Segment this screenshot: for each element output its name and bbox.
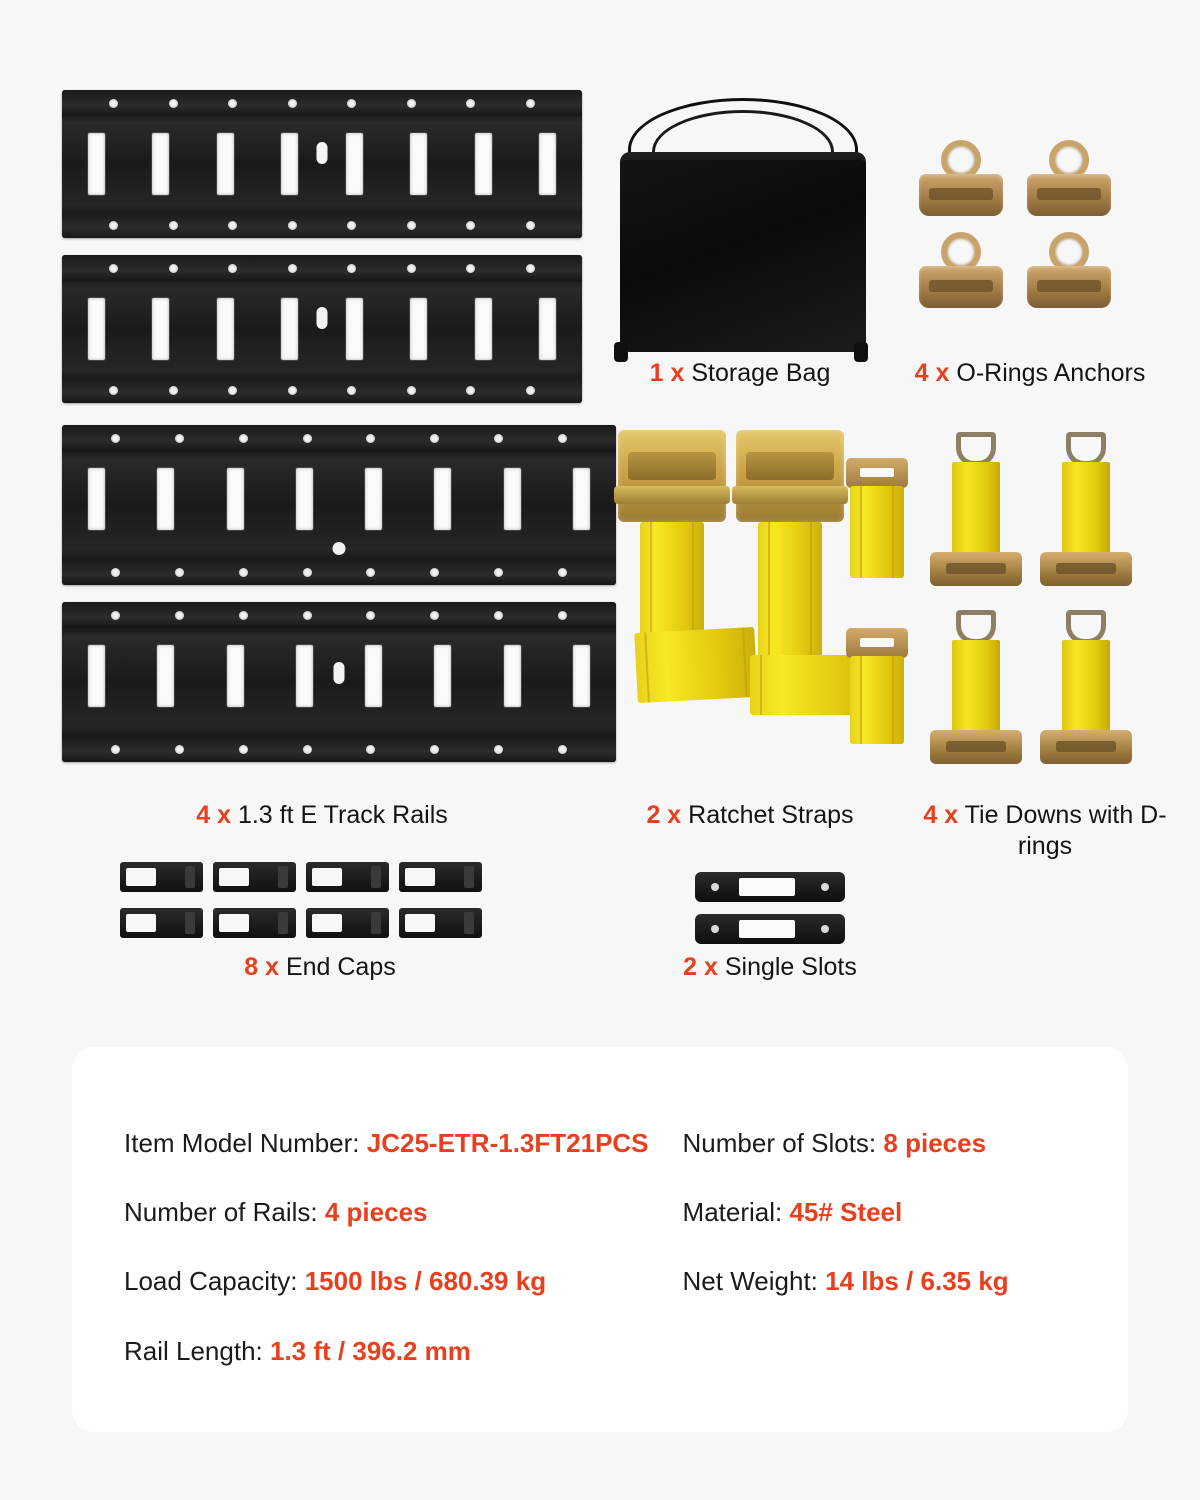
rail-hole [288, 386, 297, 395]
rail-hole [288, 264, 297, 273]
spec-value: JC25-ETR-1.3FT21PCS [366, 1128, 649, 1158]
ratchet-straps-image [600, 430, 900, 790]
d-ring [956, 610, 996, 644]
ratchet-straps-qty: 2 x [646, 801, 682, 829]
rail-slot [88, 468, 105, 530]
rail-hole [494, 611, 503, 620]
rail-slot [573, 645, 590, 707]
spec-label: Material: [682, 1197, 783, 1228]
ratchet-mechanism [736, 430, 844, 522]
rail-slot [539, 133, 556, 195]
anchor-base [919, 174, 1003, 216]
d-ring [1066, 610, 1106, 644]
rail-slot [152, 298, 169, 360]
rail-hole [494, 568, 503, 577]
rail-hole [303, 434, 312, 443]
tie-down-webbing [1062, 462, 1110, 558]
rail-top-holes [62, 425, 616, 451]
spec-label: Rail Length: [124, 1335, 263, 1366]
rail-slot-row [88, 459, 590, 539]
storage-bag-image [598, 90, 888, 360]
rail-hole [239, 745, 248, 754]
fitting-slot [860, 638, 894, 647]
spec-value: 4 pieces [324, 1197, 428, 1228]
rail-slot [281, 298, 298, 360]
rail-hole [109, 99, 118, 108]
anchor-base [1027, 174, 1111, 216]
rail-hole [526, 386, 535, 395]
spec-value: 45# Steel [789, 1197, 903, 1228]
rail-center-hole [317, 307, 328, 329]
spec-item-number-of-rails [124, 1178, 649, 1247]
rail-hole [347, 221, 356, 230]
rail-bottom-holes [62, 212, 582, 238]
spec-label: Load Capacity: [124, 1266, 298, 1297]
rail-hole [175, 434, 184, 443]
rail-slot [346, 133, 363, 195]
rail-top-holes [62, 90, 582, 116]
rail-top-holes [62, 602, 616, 628]
rail-slot [88, 645, 105, 707]
tie-down [930, 610, 1022, 770]
rail-item [62, 255, 582, 403]
rail-slot [365, 468, 382, 530]
slot-hole [821, 883, 829, 891]
spec-item-rail-length [124, 1317, 649, 1386]
rail-hole [109, 386, 118, 395]
rail-hole [526, 221, 535, 230]
slot-hole [711, 883, 719, 891]
strap-webbing [850, 486, 904, 578]
o-ring-anchor [917, 140, 1005, 228]
rail-hole [169, 99, 178, 108]
rail-slot [227, 645, 244, 707]
bag-body [620, 160, 866, 352]
rail-hole [466, 386, 475, 395]
spec-value: 8 pieces [883, 1128, 987, 1158]
rail-hole [111, 611, 120, 620]
spec-label: Number of Rails: [124, 1197, 318, 1228]
spec-item-material [683, 1178, 1076, 1247]
storage-bag-label: Storage Bag [691, 359, 831, 387]
rail-hole [526, 99, 535, 108]
rail-hole [288, 221, 297, 230]
tie-down-fitting [930, 552, 1022, 586]
rail-slot [217, 298, 234, 360]
end-cap [120, 908, 203, 938]
spec-label: Number of Slots: [682, 1128, 877, 1158]
rail-bottom-holes [62, 377, 582, 403]
rail-slot [504, 468, 521, 530]
rail-hole [228, 221, 237, 230]
rail-slot [365, 645, 382, 707]
rail-hole [239, 568, 248, 577]
tie-down-fitting [1040, 730, 1132, 764]
rail-hole [558, 434, 567, 443]
rail-slot [152, 133, 169, 195]
rail-hole [407, 99, 416, 108]
end-caps-image [120, 862, 520, 950]
slot-hole [821, 925, 829, 933]
d-ring [956, 432, 996, 466]
fitting-slot [860, 468, 894, 477]
end-cap [213, 908, 296, 938]
rail-slot [410, 133, 427, 195]
tie-down-webbing [952, 462, 1000, 558]
tie-downs-qty: 4 x [923, 801, 959, 829]
rail-slot [504, 645, 521, 707]
rail-hole [303, 611, 312, 620]
storage-bag-qty: 1 x [649, 359, 685, 387]
rail-slot [573, 468, 590, 530]
rail-hole [347, 264, 356, 273]
end-cap [399, 908, 482, 938]
rail-hole [407, 221, 416, 230]
spec-value: 1500 lbs / 680.39 kg [304, 1266, 547, 1297]
o-ring-anchor [1025, 232, 1113, 320]
slot-window [739, 878, 795, 896]
rail-top-holes [62, 255, 582, 281]
strap-webbing [850, 656, 904, 744]
spec-value: 1.3 ft / 396.2 mm [270, 1335, 471, 1366]
rail-slot [157, 645, 174, 707]
rail-slot [157, 468, 174, 530]
tie-down-fitting [930, 730, 1022, 764]
rail-slot-row [88, 124, 556, 204]
rail-hole [175, 568, 184, 577]
spec-value: 14 lbs / 6.35 kg [825, 1266, 1009, 1297]
end-cap [120, 862, 203, 892]
rail-hole [239, 611, 248, 620]
rail-slot [410, 298, 427, 360]
single-slot [695, 914, 845, 944]
rail-hole [288, 99, 297, 108]
rail-hole [175, 745, 184, 754]
rail-hole [466, 264, 475, 273]
rail-hole [303, 745, 312, 754]
rail-hole [366, 745, 375, 754]
tie-downs-label: Tie Downs with D-rings [964, 801, 1167, 861]
rail-hole [239, 434, 248, 443]
end-cap [306, 862, 389, 892]
rail-slot [88, 133, 105, 195]
single-slots-caption [660, 952, 880, 983]
rail-slot [281, 133, 298, 195]
rail-hole [347, 99, 356, 108]
rail-hole [558, 745, 567, 754]
o-ring-anchors-image [905, 140, 1135, 340]
strap-end-fitting [846, 628, 908, 658]
rail-hole [169, 264, 178, 273]
spec-item-empty [683, 1317, 1076, 1386]
storage-bag-caption [590, 358, 890, 389]
rail-hole [111, 745, 120, 754]
strap-webbing [634, 627, 757, 703]
spec-item-net-weight [683, 1247, 1076, 1316]
rail-hole [366, 611, 375, 620]
tie-downs-image [930, 432, 1150, 792]
ratchet-handle [614, 486, 730, 504]
rail-item [62, 425, 616, 585]
tie-down-fitting [1040, 552, 1132, 586]
rail-slot [296, 645, 313, 707]
spec-item-model-number [124, 1109, 649, 1178]
anchor-base [1027, 266, 1111, 308]
rail-hole [347, 386, 356, 395]
strap-end-fitting [846, 458, 908, 488]
rail-hole [430, 568, 439, 577]
rail-slot [88, 298, 105, 360]
specifications-grid [124, 1109, 1076, 1386]
ratchet-straps-caption [600, 800, 900, 831]
end-caps-qty: 8 x [244, 953, 279, 981]
tie-down-webbing [952, 640, 1000, 736]
rail-center-hole [317, 142, 328, 164]
tie-down [930, 432, 1022, 592]
rails-label: 1.3 ft E Track Rails [237, 801, 448, 829]
rail-slot [434, 468, 451, 530]
end-cap [306, 908, 389, 938]
rail-hole [109, 221, 118, 230]
rail-hole [111, 568, 120, 577]
rail-hole [228, 99, 237, 108]
o-ring-anchor [917, 232, 1005, 320]
rail-hole [303, 568, 312, 577]
rail-hole [111, 434, 120, 443]
single-slots-label: Single Slots [724, 953, 857, 981]
rail-hole [558, 568, 567, 577]
single-slots-qty: 2 x [683, 953, 718, 981]
o-ring-anchor [1025, 140, 1113, 228]
spec-label: Net Weight: [682, 1266, 818, 1297]
o-rings-qty: 4 x [914, 359, 950, 387]
rail-hole [430, 745, 439, 754]
ratchet-handle [732, 486, 848, 504]
rail-slot [434, 645, 451, 707]
end-cap [399, 862, 482, 892]
rail-hole [407, 264, 416, 273]
end-caps-label: End Caps [285, 953, 396, 981]
rail-hole [175, 611, 184, 620]
rail-hole [407, 386, 416, 395]
rail-slot [475, 298, 492, 360]
d-ring [1066, 432, 1106, 466]
spec-item-number-of-slots [683, 1109, 1076, 1178]
rail-hole [526, 264, 535, 273]
rail-slot [227, 468, 244, 530]
rail-hole [466, 99, 475, 108]
rail-center-hole [333, 542, 346, 555]
rail-slot-row [88, 289, 556, 369]
ratchet-straps-label: Ratchet Straps [688, 801, 854, 829]
single-slot [695, 872, 845, 902]
rail-hole [430, 434, 439, 443]
spec-item-load-capacity [124, 1247, 649, 1316]
single-slots-image [695, 872, 845, 948]
rail-slot [296, 468, 313, 530]
rail-bottom-holes [62, 559, 616, 585]
rail-hole [169, 386, 178, 395]
rail-hole [466, 221, 475, 230]
slot-hole [711, 925, 719, 933]
rail-item [62, 602, 616, 762]
rail-hole [494, 745, 503, 754]
ratchet-mechanism [618, 430, 726, 522]
end-caps-caption [120, 952, 520, 983]
rail-hole [366, 568, 375, 577]
rail-bottom-holes [62, 736, 616, 762]
rails-qty: 4 x [196, 801, 231, 829]
tie-down-webbing [1062, 640, 1110, 736]
o-rings-label: O-Rings Anchors [956, 359, 1146, 387]
anchor-base [919, 266, 1003, 308]
rail-hole [228, 264, 237, 273]
rail-slot [217, 133, 234, 195]
o-rings-caption [890, 358, 1170, 389]
rail-hole [494, 434, 503, 443]
rail-slot [346, 298, 363, 360]
tie-down [1040, 432, 1132, 592]
rail-hole [430, 611, 439, 620]
e-track-rails-image [62, 90, 582, 779]
rail-hole [169, 221, 178, 230]
rails-caption [62, 800, 582, 831]
end-cap [213, 862, 296, 892]
rail-hole [228, 386, 237, 395]
rail-slot [539, 298, 556, 360]
rail-center-hole [334, 662, 345, 684]
rail-item [62, 90, 582, 238]
specifications-card [72, 1047, 1128, 1432]
rail-hole [109, 264, 118, 273]
spec-label: Item Model Number: [124, 1128, 360, 1158]
rail-slot [475, 133, 492, 195]
tie-downs-caption [905, 800, 1185, 863]
rail-hole [558, 611, 567, 620]
rail-hole [366, 434, 375, 443]
tie-down [1040, 610, 1132, 770]
slot-window [739, 920, 795, 938]
